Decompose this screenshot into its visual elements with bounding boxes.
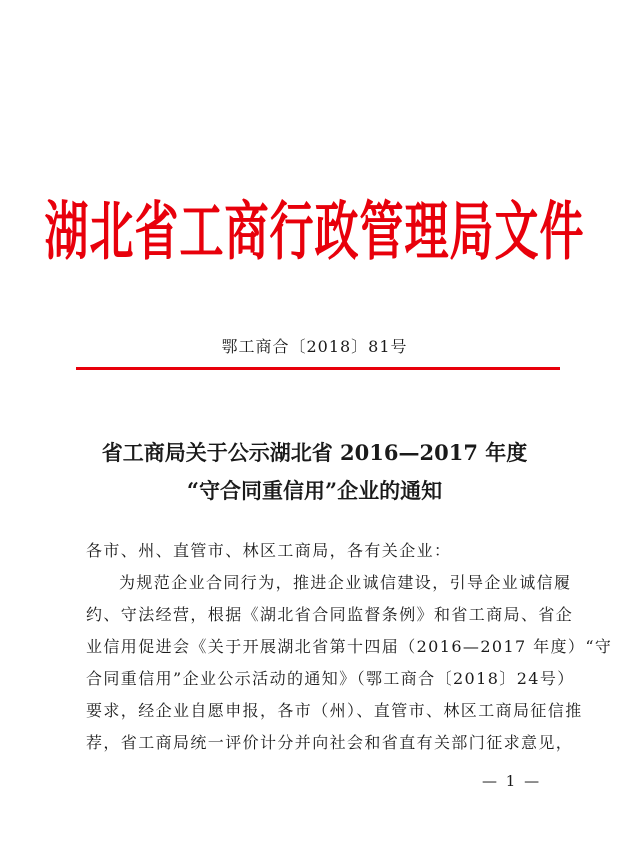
paragraph-line: 合同重信用”企业公示活动的通知》（鄂工商合〔2018〕24号） — [86, 669, 575, 688]
paragraph-line: 业信用促进会《关于开展湖北省第十四届（2016—2017 年度）“守 — [86, 637, 613, 656]
document-number: 鄂工商合〔2018〕81号 — [221, 337, 408, 356]
paragraph-line: 荐，省工商局统一评价计分并向社会和省直有关部门征求意见， — [86, 733, 574, 752]
notice-title-line-2: “守合同重信用”企业的通知 — [186, 478, 443, 503]
document-masthead: 湖北省工商行政管理局文件 — [44, 195, 585, 270]
body-paragraph — [86, 567, 613, 759]
paragraph-line: 为规范企业合同行为，推进企业诚信建设，引导企业诚信履 — [119, 573, 572, 592]
paragraph-line: 约、守法经营，根据《湖北省合同监督条例》和省工商局、省企 — [86, 605, 574, 624]
notice-title-line-1: 省工商局关于公示湖北省 2016—2017 年度 — [101, 440, 528, 465]
page-number: — 1 — — [482, 772, 542, 790]
paragraph-line: 要求，经企业自愿申报，各市（州）、直管市、林区工商局征信推 — [86, 701, 583, 720]
salutation: 各市、州、直管市、林区工商局，各有关企业： — [86, 541, 452, 560]
red-divider-line — [76, 367, 560, 370]
